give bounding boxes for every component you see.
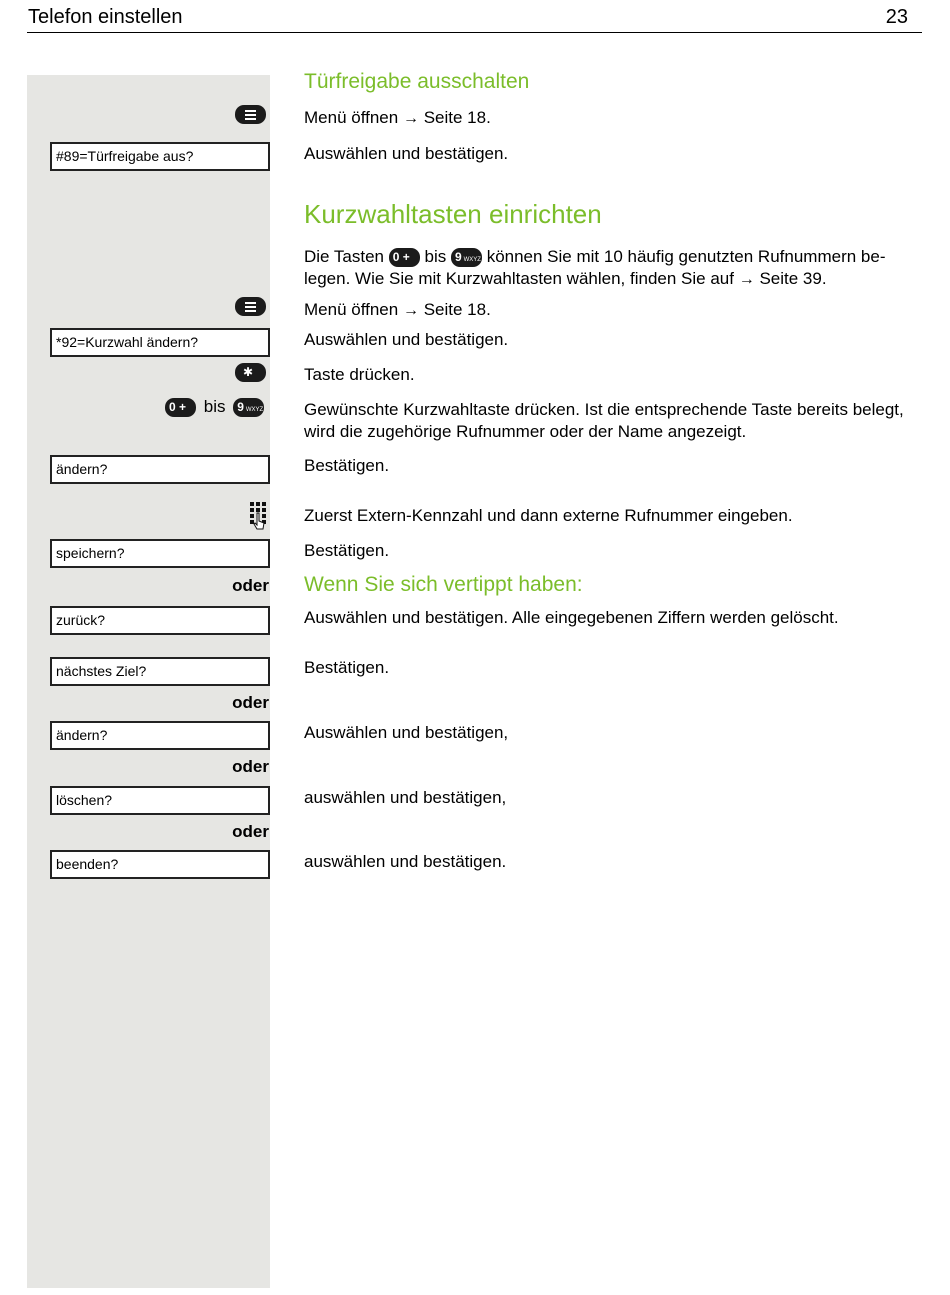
intro-text-a: Die Tasten	[304, 247, 385, 266]
page-number: 23	[885, 6, 908, 28]
star-key-icon: ✱	[235, 363, 266, 382]
oder-label: oder	[232, 693, 269, 712]
display-option-change-2[interactable]: ändern?	[50, 721, 270, 750]
intro-bis: bis	[424, 247, 447, 266]
intro-ref: Seite 39.	[759, 269, 827, 288]
instruction-press-speed-key	[304, 399, 920, 443]
arrow-right-icon: →	[402, 110, 419, 127]
instruction-select-confirm: Auswählen und bestätigen.	[304, 330, 509, 349]
instruction-back: Auswählen und bestätigen. Alle eingegebenen Ziffern werden gelöscht.	[304, 608, 839, 627]
keypad-icon	[247, 501, 269, 531]
menu-open-instruction	[304, 299, 920, 322]
section-heading-speed-dial: Kurzwahltasten einrichten	[304, 199, 602, 229]
display-option-door-off[interactable]: #89=Türfreigabe aus?	[50, 142, 270, 171]
menu-key-icon	[235, 105, 266, 124]
instruction-press-key: Taste drücken.	[304, 365, 415, 384]
key-zero-icon: 0 +	[389, 248, 420, 267]
menu-open-ref: Seite 18.	[423, 108, 491, 127]
display-option-exit[interactable]: beenden?	[50, 850, 270, 879]
display-option-save[interactable]: speichern?	[50, 539, 270, 568]
instruction-confirm: Bestätigen.	[304, 658, 390, 677]
key-nine-icon: 9 WXYZ	[451, 248, 482, 267]
arrow-right-icon: →	[738, 271, 755, 288]
instruction-select-confirm: auswählen und bestätigen.	[304, 852, 507, 871]
display-option-next-target[interactable]: nächstes Ziel?	[50, 657, 270, 686]
instruction-confirm: Bestätigen.	[304, 541, 390, 560]
header-divider	[27, 32, 922, 33]
menu-open-text: Menü öffnen	[304, 300, 399, 319]
key-range-zero-to-nine	[165, 397, 264, 417]
menu-open-ref: Seite 18.	[423, 300, 491, 319]
mistake-heading: Wenn Sie sich vertippt haben:	[304, 573, 583, 596]
display-option-delete[interactable]: löschen?	[50, 786, 270, 815]
speed-dial-intro	[304, 246, 920, 291]
section-heading-door-release: Türfreigabe ausschalten	[304, 70, 530, 93]
menu-key-icon	[235, 297, 266, 316]
arrow-right-icon: →	[402, 302, 419, 319]
intro-text-c: legen. Wie Sie mit Kurzwahltasten wählen, finden Sie auf	[304, 269, 734, 288]
instruction-line-1: Gewünschte Kurzwahltaste drücken. Ist die entsprechende Taste bereits belegt,	[304, 400, 904, 419]
instruction-line-2: wird die zugehörige Rufnummer oder der Name angezeigt.	[304, 422, 747, 441]
instruction-confirm: Bestätigen.	[304, 456, 390, 475]
menu-open-text: Menü öffnen	[304, 108, 399, 127]
menu-open-instruction	[304, 107, 920, 130]
oder-label: oder	[232, 757, 269, 776]
instruction-select: Auswählen und bestätigen.	[304, 144, 509, 163]
instruction-select-confirm: Auswählen und bestätigen,	[304, 723, 509, 742]
key-zero-icon: 0 +	[165, 398, 196, 417]
display-option-change[interactable]: ändern?	[50, 455, 270, 484]
display-option-back[interactable]: zurück?	[50, 606, 270, 635]
instruction-select-confirm: auswählen und bestätigen,	[304, 788, 507, 807]
key-nine-icon: 9 WXYZ	[233, 398, 264, 417]
display-option-change-speed-dial[interactable]: *92=Kurzwahl ändern?	[50, 328, 270, 357]
instruction-enter-number: Zuerst Extern-Kennzahl und dann externe Rufnummer eingeben.	[304, 506, 793, 525]
page-header-title: Telefon einstellen	[28, 6, 183, 28]
oder-label: oder	[232, 576, 269, 595]
intro-text-b: können Sie mit 10 häufig genutzten Rufnummern be-	[486, 247, 886, 266]
oder-label: oder	[232, 822, 269, 841]
key-range-bis: bis	[203, 397, 226, 416]
